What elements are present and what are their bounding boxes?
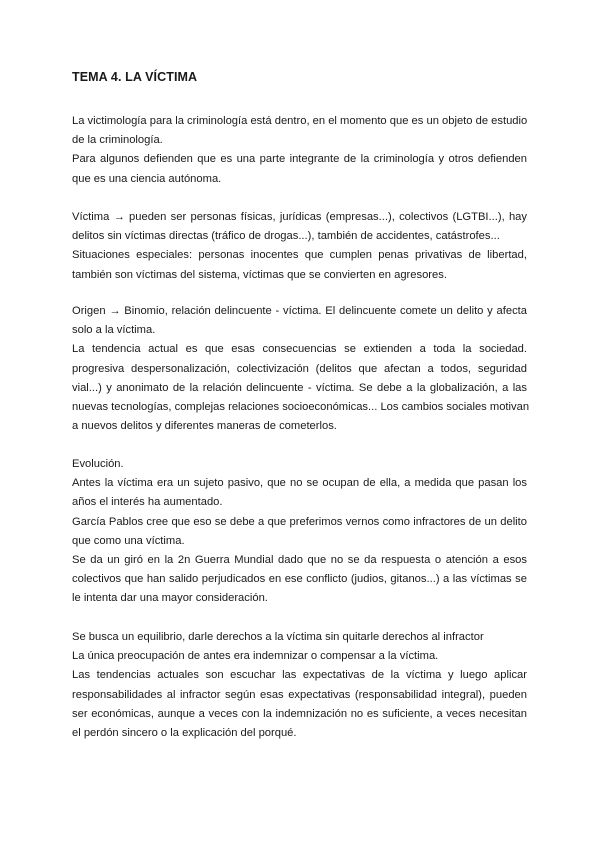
paragraph-line: Situaciones especiales: personas inocentes que cumplen penas privativas de libertad,	[72, 249, 527, 262]
paragraph-line: de la criminología.	[72, 134, 163, 147]
paragraph-line: Para algunos defienden que es una parte integrante de la criminología y otros defienden	[72, 153, 527, 166]
paragraph	[72, 302, 530, 436]
paragraph-line: el perdón sincero o la explicación del porqué.	[72, 726, 297, 739]
paragraph-line: también son víctimas del sistema, víctimas que se convierten en agresores.	[72, 268, 447, 281]
paragraph-line: ser económicas, aunque a veces con la indemnización no es suficiente, a veces necesitan	[72, 707, 527, 720]
paragraph-line: García Pablos cree que eso se debe a que preferimos vernos como infractores de un delito	[72, 515, 527, 528]
paragraph-line: progresiva despersonalización, colectivización (delitos que afectan a todos, seguridad	[72, 362, 527, 375]
paragraph-line: nuevas tecnologías, complejas relaciones socioeconómicas... Los cambios sociales motivan	[72, 400, 530, 413]
paragraph-line: responsabilidades al infractor según esas expectativas (responsabilidad integral), pueden	[72, 688, 527, 701]
paragraph-line: a nuevos delitos y diferentes maneras de cometerlos.	[72, 420, 337, 433]
paragraph-line: La victimología para la criminología está dentro, en el momento que es un objeto de estudio	[72, 115, 528, 127]
paragraph-line: Evolución.	[72, 458, 124, 470]
document-title: TEMA 4. LA VÍCTIMA	[72, 70, 198, 84]
paragraph-line: Se da un giró en la 2n Guerra Mundial dado que no se da respuesta o atención a esos	[72, 553, 527, 566]
paragraph-line: que es una ciencia autónoma.	[72, 172, 222, 185]
paragraph	[72, 628, 527, 743]
paragraph-line: vial...) y anonimato de la relación delincuente - víctima. Se debe a la globalización, a las	[72, 381, 527, 394]
paragraph-line: colectivos que han salido perjudicados en ese conflicto (judios, gitanos...) a las víctimas se	[72, 573, 527, 586]
paragraph-line: solo a la víctima.	[72, 324, 156, 337]
paragraph-line: La única preocupación de antes era indemnizar o compensar a la víctima.	[72, 650, 439, 663]
paragraph-line: Las tendencias actuales son escuchar las expectativas de la víctima y luego aplicar	[72, 669, 527, 682]
paragraph	[72, 455, 527, 609]
paragraph	[72, 208, 527, 285]
paragraph-line: años el interés ha aumentado.	[72, 496, 223, 509]
paragraph-line: La tendencia actual es que esas consecuencias se extienden a toda la sociedad.	[72, 343, 527, 356]
paragraph	[72, 112, 527, 189]
paragraph-line: Antes la víctima era un sujeto pasivo, que no se ocupan de ella, a medida que pasan los	[72, 477, 527, 490]
paragraph-line: que como una víctima.	[72, 534, 185, 547]
paragraph-line: le intenta dar una mayor consideración.	[72, 592, 268, 605]
paragraph-line: Se busca un equilibrio, darle derechos a la víctima sin quitarle derechos al infractor	[72, 631, 484, 643]
paragraph-line: Origen → Binomio, relación delincuente - víctima. El delincuente comete un delito y afecta	[72, 305, 527, 317]
paragraph-line: delitos sin víctimas directas (tráfico de drogas...), también de accidentes, catástrofes...	[72, 230, 500, 243]
paragraph-line: Víctima → pueden ser personas físicas, jurídicas (empresas...), colectivos (LGTBI...), hay	[72, 211, 527, 223]
